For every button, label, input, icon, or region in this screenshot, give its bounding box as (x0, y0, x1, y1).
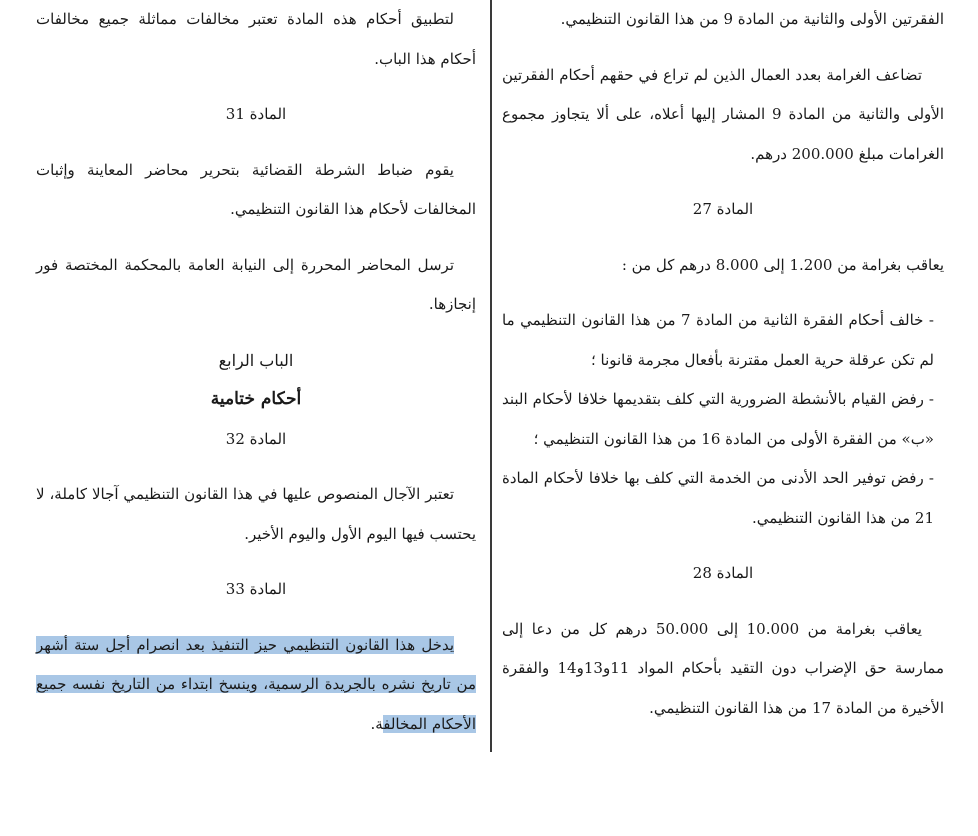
article-28-text: يعاقب بغرامة من 10.000 إلى 50.000 درهم كل من دعا إلى ممارسة حق الإضراب دون التقيد بأحكام المواد 11و13و14 والفقرة الأخيرة من المادة 17 من هذا القانون التنظيمي. (502, 619, 944, 717)
article-27-heading: المادة 27 (692, 200, 754, 218)
left-column (36, 0, 476, 744)
paragraph-continuation: الفقرتين الأولى والثانية من المادة 9 من هذا القانون التنظيمي. (560, 10, 944, 28)
article-33-text[interactable] (36, 626, 476, 745)
paragraph-continuation-left: لتطبيق أحكام هذه المادة تعتبر مخالفات مماثلة جميع مخالفات أحكام هذا الباب. (36, 10, 476, 68)
article-27-intro: يعاقب بغرامة من 1.200 إلى 8.000 درهم كل من : (621, 255, 944, 274)
article-31-paragraph-1: يقوم ضباط الشرطة القضائية بتحرير محاضر المعاينة وإثبات المخالفات لأحكام هذا القانون التنظيمي. (36, 160, 476, 218)
article-31-paragraph-2: ترسل المحاضر المحررة إلى النيابة العامة بالمحكمة المختصة فور إنجازها. (36, 255, 476, 313)
article-32-text: تعتبر الآجال المنصوص عليها في هذا القانون التنظيمي آجالا كاملة، لا يحتسب فيها اليوم الأول واليوم الأخير. (36, 485, 476, 543)
article-31-heading: المادة 31 (225, 105, 287, 123)
right-column (502, 0, 944, 728)
unselected-text-tail: ة. (370, 714, 384, 733)
section-title: أحكام ختامية (210, 389, 302, 409)
selected-text[interactable]: يدخل هذا القانون التنظيمي حيز التنفيذ بعد انصرام أجل ستة أشهر من تاريخ نشره بالجريدة الرسمية، وينسخ ابتداء من التاريخ نفسه جميع الأحكام المخالف (36, 635, 476, 733)
article-27-item-1: - خالف أحكام الفقرة الثانية من المادة 7 من هذا القانون التنظيمي ما لم تكن عرقلة حرية العمل مقترنة بأفعال مجرمة قانونا ؛ (502, 311, 934, 369)
article-28-heading: المادة 28 (692, 564, 754, 582)
article-33-heading: المادة 33 (225, 580, 287, 598)
book-title: الباب الرابع (218, 350, 294, 370)
paragraph-fine-multiplier: تضاعف الغرامة بعدد العمال الذين لم تراع في حقهم أحكام الفقرتين الأولى والثانية من المادة 9 المشار إليها أعلاه، على ألا يتجاوز مجموع الغرامات مبلغ 200.000 درهم. (502, 65, 944, 163)
article-27-item-2: - رفض القيام بالأنشطة الضرورية التي كلف بتقديمها خلافا لأحكام البند «ب» من الفقرة الأولى من المادة 16 من هذا القانون التنظيمي ؛ (502, 390, 934, 448)
article-27-item-3: - رفض توفير الحد الأدنى من الخدمة التي كلف بها خلافا لأحكام المادة 21 من هذا القانون التنظيمي. (502, 469, 934, 527)
article-32-heading: المادة 32 (225, 429, 287, 448)
column-divider (490, 0, 492, 752)
